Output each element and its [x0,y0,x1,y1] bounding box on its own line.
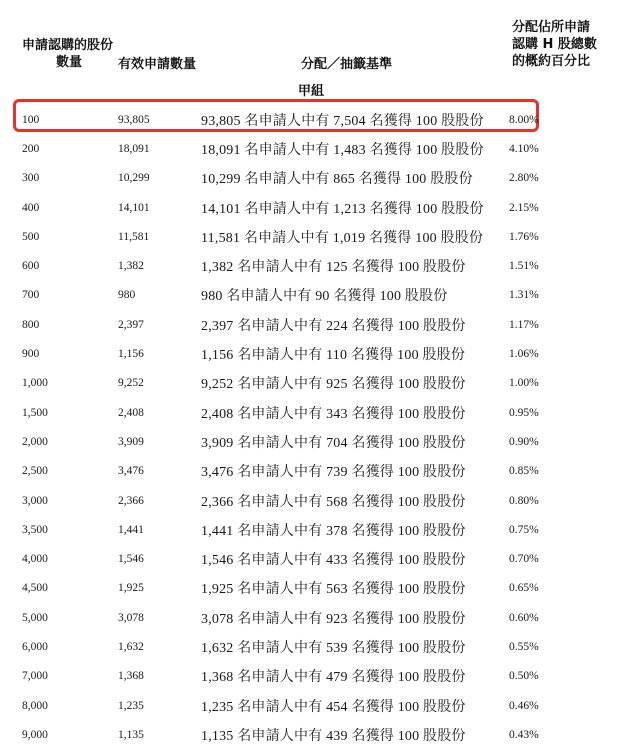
approx-percentage-cell: 1.00% [509,377,539,390]
table-row [0,632,630,661]
allocation-basis-cell: 10,299 名申請人中有 865 名獲得 100 股股份 [201,172,473,188]
table-row [0,603,630,632]
header-approx-percentage-line3: 的概約百分比 [512,54,591,69]
valid-applications-cell: 10,299 [118,172,150,185]
valid-applications-cell: 1,135 [118,728,144,741]
shares-applied-cell: 300 [22,172,40,185]
table-row [0,310,630,339]
header-shares-applied-line2: 數量 [56,55,83,70]
table-row [0,515,630,544]
approx-percentage-cell: 1.76% [509,230,539,243]
valid-applications-cell: 1,546 [118,553,144,566]
allocation-basis-cell: 3,909 名申請人中有 704 名獲得 100 股股份 [201,435,466,451]
table-row [0,134,630,163]
header-shares-applied-line1: 申請認購的股份 [22,38,114,53]
valid-applications-cell: 2,408 [118,406,144,419]
shares-applied-cell: 2,000 [22,435,48,448]
shares-applied-cell: 1,000 [22,377,48,390]
valid-applications-cell: 1,441 [118,523,144,536]
shares-applied-cell: 500 [22,230,40,243]
table-row [0,486,630,515]
valid-applications-cell: 1,156 [118,348,144,361]
valid-applications-cell: 18,091 [118,142,150,155]
approx-percentage-cell: 0.50% [509,670,539,683]
header-shares-applied [22,37,113,71]
shares-applied-cell: 3,500 [22,523,48,536]
shares-applied-cell: 7,000 [22,670,48,683]
valid-applications-cell: 2,397 [118,318,144,331]
shares-applied-cell: 4,000 [22,553,48,566]
shares-applied-cell: 700 [22,289,40,302]
allocation-basis-cell: 1,546 名申請人中有 433 名獲得 100 股股份 [201,553,466,569]
allocation-basis-cell: 14,101 名申請人中有 1,213 名獲得 100 股股份 [201,201,484,217]
approx-percentage-cell: 0.43% [509,728,539,741]
approx-percentage-cell: 0.70% [509,553,539,566]
shares-applied-cell: 100 [22,113,40,126]
table-row [0,251,630,280]
approx-percentage-cell: 1.06% [509,348,539,361]
allocation-basis-cell: 2,408 名申請人中有 343 名獲得 100 股股份 [201,406,466,422]
table-row [0,164,630,193]
approx-percentage-cell: 0.95% [509,406,539,419]
valid-applications-cell: 1,368 [118,670,144,683]
approx-percentage-cell: 0.90% [509,435,539,448]
valid-applications-cell: 3,909 [118,435,144,448]
valid-applications-cell: 1,632 [118,640,144,653]
approx-percentage-cell: 1.51% [509,260,539,273]
header-approx-percentage-line2: 認購 H 股總數 [512,37,597,52]
table-row [0,427,630,456]
allocation-basis-cell: 1,135 名申請人中有 439 名獲得 100 股股份 [201,728,466,744]
shares-applied-cell: 3,000 [22,494,48,507]
table-row [0,457,630,486]
approx-percentage-cell: 8.00% [509,113,539,126]
table-row [0,574,630,603]
header-approx-percentage [512,19,597,70]
allocation-basis-cell: 18,091 名申請人中有 1,483 名獲得 100 股股份 [201,142,484,158]
allocation-basis-cell: 1,441 名申請人中有 378 名獲得 100 股股份 [201,523,466,539]
approx-percentage-cell: 4.10% [509,142,539,155]
table-row [0,398,630,427]
valid-applications-cell: 1,382 [118,260,144,273]
group-label: 甲組 [298,84,325,99]
allocation-basis-cell: 3,078 名申請人中有 923 名獲得 100 股股份 [201,611,466,627]
allocation-basis-cell: 1,235 名申請人中有 454 名獲得 100 股股份 [201,699,466,715]
table-row [0,691,630,720]
approx-percentage-cell: 1.31% [509,289,539,302]
allocation-basis-cell: 2,397 名申請人中有 224 名獲得 100 股股份 [201,318,466,334]
header-valid-applications: 有效申請數量 [118,57,197,72]
approx-percentage-cell: 0.85% [509,465,539,478]
valid-applications-cell: 1,235 [118,699,144,712]
table-row [0,662,630,691]
allocation-basis-cell: 1,925 名申請人中有 563 名獲得 100 股股份 [201,582,466,598]
allocation-basis-cell: 980 名申請人中有 90 名獲得 100 股股份 [201,289,448,305]
approx-percentage-cell: 1.17% [509,318,539,331]
shares-applied-cell: 1,500 [22,406,48,419]
valid-applications-cell: 3,078 [118,611,144,624]
valid-applications-cell: 3,476 [118,465,144,478]
allocation-basis-cell: 2,366 名申請人中有 568 名獲得 100 股股份 [201,494,466,510]
allocation-basis-cell: 93,805 名申請人中有 7,504 名獲得 100 股股份 [201,113,484,129]
shares-applied-cell: 600 [22,260,40,273]
table-row [0,281,630,310]
shares-applied-cell: 6,000 [22,640,48,653]
shares-applied-cell: 8,000 [22,699,48,712]
allocation-basis-cell: 3,476 名申請人中有 739 名獲得 100 股股份 [201,465,466,481]
shares-applied-cell: 800 [22,318,40,331]
allocation-table [0,105,630,750]
table-row [0,544,630,573]
shares-applied-cell: 200 [22,142,40,155]
header-allocation-basis: 分配／抽籤基準 [301,57,393,72]
shares-applied-cell: 2,500 [22,465,48,478]
allocation-basis-cell: 11,581 名申請人中有 1,019 名獲得 100 股股份 [201,230,484,246]
shares-applied-cell: 5,000 [22,611,48,624]
table-row [0,369,630,398]
allocation-basis-cell: 1,156 名申請人中有 110 名獲得 100 股股份 [201,348,466,364]
valid-applications-cell: 9,252 [118,377,144,390]
approx-percentage-cell: 0.46% [509,699,539,712]
approx-percentage-cell: 0.55% [509,640,539,653]
approx-percentage-cell: 2.15% [509,201,539,214]
valid-applications-cell: 93,805 [118,113,150,126]
allocation-basis-cell: 9,252 名申請人中有 925 名獲得 100 股股份 [201,377,466,393]
allocation-basis-cell: 1,382 名申請人中有 125 名獲得 100 股股份 [201,260,466,276]
table-row [0,105,630,134]
header-approx-percentage-line1: 分配佔所申請 [512,20,591,35]
valid-applications-cell: 14,101 [118,201,150,214]
shares-applied-cell: 9,000 [22,728,48,741]
approx-percentage-cell: 0.75% [509,523,539,536]
shares-applied-cell: 400 [22,201,40,214]
shares-applied-cell: 4,500 [22,582,48,595]
valid-applications-cell: 11,581 [118,230,150,243]
valid-applications-cell: 2,366 [118,494,144,507]
valid-applications-cell: 980 [118,289,136,302]
table-row [0,222,630,251]
valid-applications-cell: 1,925 [118,582,144,595]
approx-percentage-cell: 0.65% [509,582,539,595]
approx-percentage-cell: 0.80% [509,494,539,507]
allocation-basis-cell: 1,632 名申請人中有 539 名獲得 100 股股份 [201,640,466,656]
approx-percentage-cell: 0.60% [509,611,539,624]
table-row [0,193,630,222]
shares-applied-cell: 900 [22,348,40,361]
allocation-basis-cell: 1,368 名申請人中有 479 名獲得 100 股股份 [201,670,466,686]
approx-percentage-cell: 2.80% [509,172,539,185]
table-row [0,339,630,368]
